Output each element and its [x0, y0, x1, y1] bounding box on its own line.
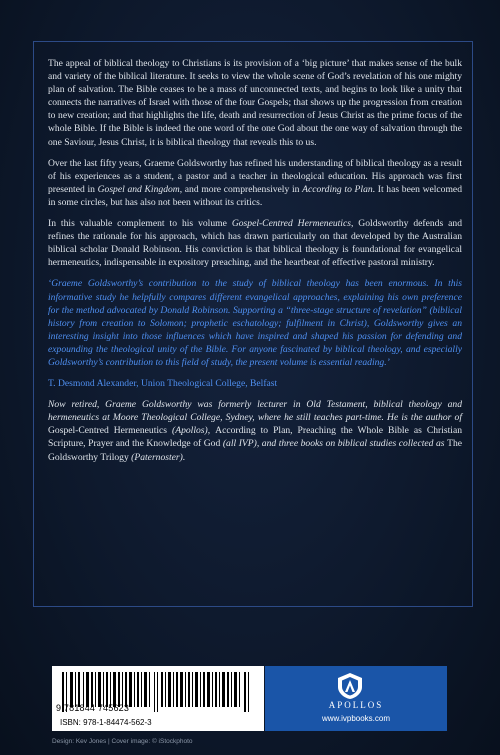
publisher-panel [265, 666, 447, 731]
p3-text-2: , Goldsworthy defends and refines the rationale for his approach, which has drawn particularly on that developed by the Australian biblical scholar Donald Robinson. His conviction is that biblical theology is foundational for evangelical hermeneutics, indispensable in expository preaching, and the heartbeat of effective pastoral ministry. [48, 218, 462, 269]
book-title-gospel-and-kingdom: Gospel and Kingdom [97, 183, 180, 195]
publisher-name: APOLLOS [328, 700, 384, 710]
book-title-according-to-plan: According to Plan [302, 183, 373, 195]
barcode-panel [52, 666, 264, 731]
p3-text: In this valuable complement to his volume [48, 218, 232, 230]
book-title-gospel-centred-hermeneutics: Gospel-Centred Hermeneutics [231, 218, 351, 230]
bio-text-4: (Paternoster). [128, 451, 186, 463]
blurb-paragraph-1: The appeal of biblical theology to Christians is its provision of a ‘big picture’ that makes sense of the bulk and variety of the biblical literature. It seeks to view the whole scene of God’s revelation of his one mighty plan of salvation. The Bible ceases to be a mass of unconnected texts, and begins to look like a unity that connects the narratives of Israel with those of the four Gospels; that shows up the progression from creation to new creation; and that highlights the life, death and resurrection of Jesus Christ as the prime focus of the whole Bible. If the Bible is indeed the one word of the one God about the one way of salvation through the one Saviour, Jesus Christ, it is biblical theology that reveals this to us. [48, 58, 462, 148]
design-credit: Design: Kev Jones | Cover image: © iStockphoto [52, 738, 193, 745]
blurb-paragraph-3 [48, 217, 462, 269]
p2-text: Over the last fifty years, Graeme Goldsworthy has refined his understanding of biblical theology as a result of his experiences as a student, a pastor and a teacher in theological education. His approach was first presented in [48, 157, 462, 195]
p2-text-3: . It has been welcomed in some circles, but has also not been without its critics. [48, 183, 462, 208]
blurb-paragraph-2 [48, 157, 462, 209]
author-bio [48, 398, 462, 463]
endorsement-attribution: T. Desmond Alexander, Union Theological College, Belfast [48, 378, 278, 390]
publisher-url[interactable]: www.ivpbooks.com [321, 714, 391, 723]
isbn: ISBN: 978-1-84474-562-3 [60, 718, 152, 727]
bio-text-1: Now retired, Graeme Goldsworthy was formerly lecturer in Old Testament, biblical theology and hermeneutics at Moore Theological College, Sydney, where he still teaches part-time. He is the author of [48, 399, 462, 424]
bio-books-ivp: According to Plan, Preaching the Whole Bible as Christian Scripture, Prayer and the Knowledge of God [48, 425, 462, 450]
blurb-content [48, 57, 462, 472]
apollos-logo-icon [336, 672, 364, 700]
bio-book-1: Gospel-Centred Hermeneutics [48, 425, 168, 437]
p2-text-2: , and more comprehensively in [179, 183, 303, 195]
barcode-number: 9 781844 745623 [56, 703, 130, 713]
bio-book-trilogy: The Goldsworthy Trilogy [48, 438, 462, 463]
bio-text-3: (all IVP), and three books on biblical studies collected as [220, 438, 448, 450]
bio-text-2: (Apollos), [167, 425, 216, 437]
endorsement-quote: ‘Graeme Goldsworthy’s contribution to the study of biblical theology has been enormous. In this informative study he helpfully compares different evangelical approaches, explaining his own preference for the method advocated by Donald Robinson. Supporting a “three-stage structure of revelation” (biblical history from creation to Solomon; prophetic eschatology; fulfilment in Christ), Goldsworthy gives an interesting insight into those influences which have inspired and shaped his passion for defending and expounding the theological unity of the Bible. For anyone fascinated by biblical theology, and especially Goldsworthy’s contribution to this field of study, the present volume is essential reading.’ [48, 278, 462, 368]
